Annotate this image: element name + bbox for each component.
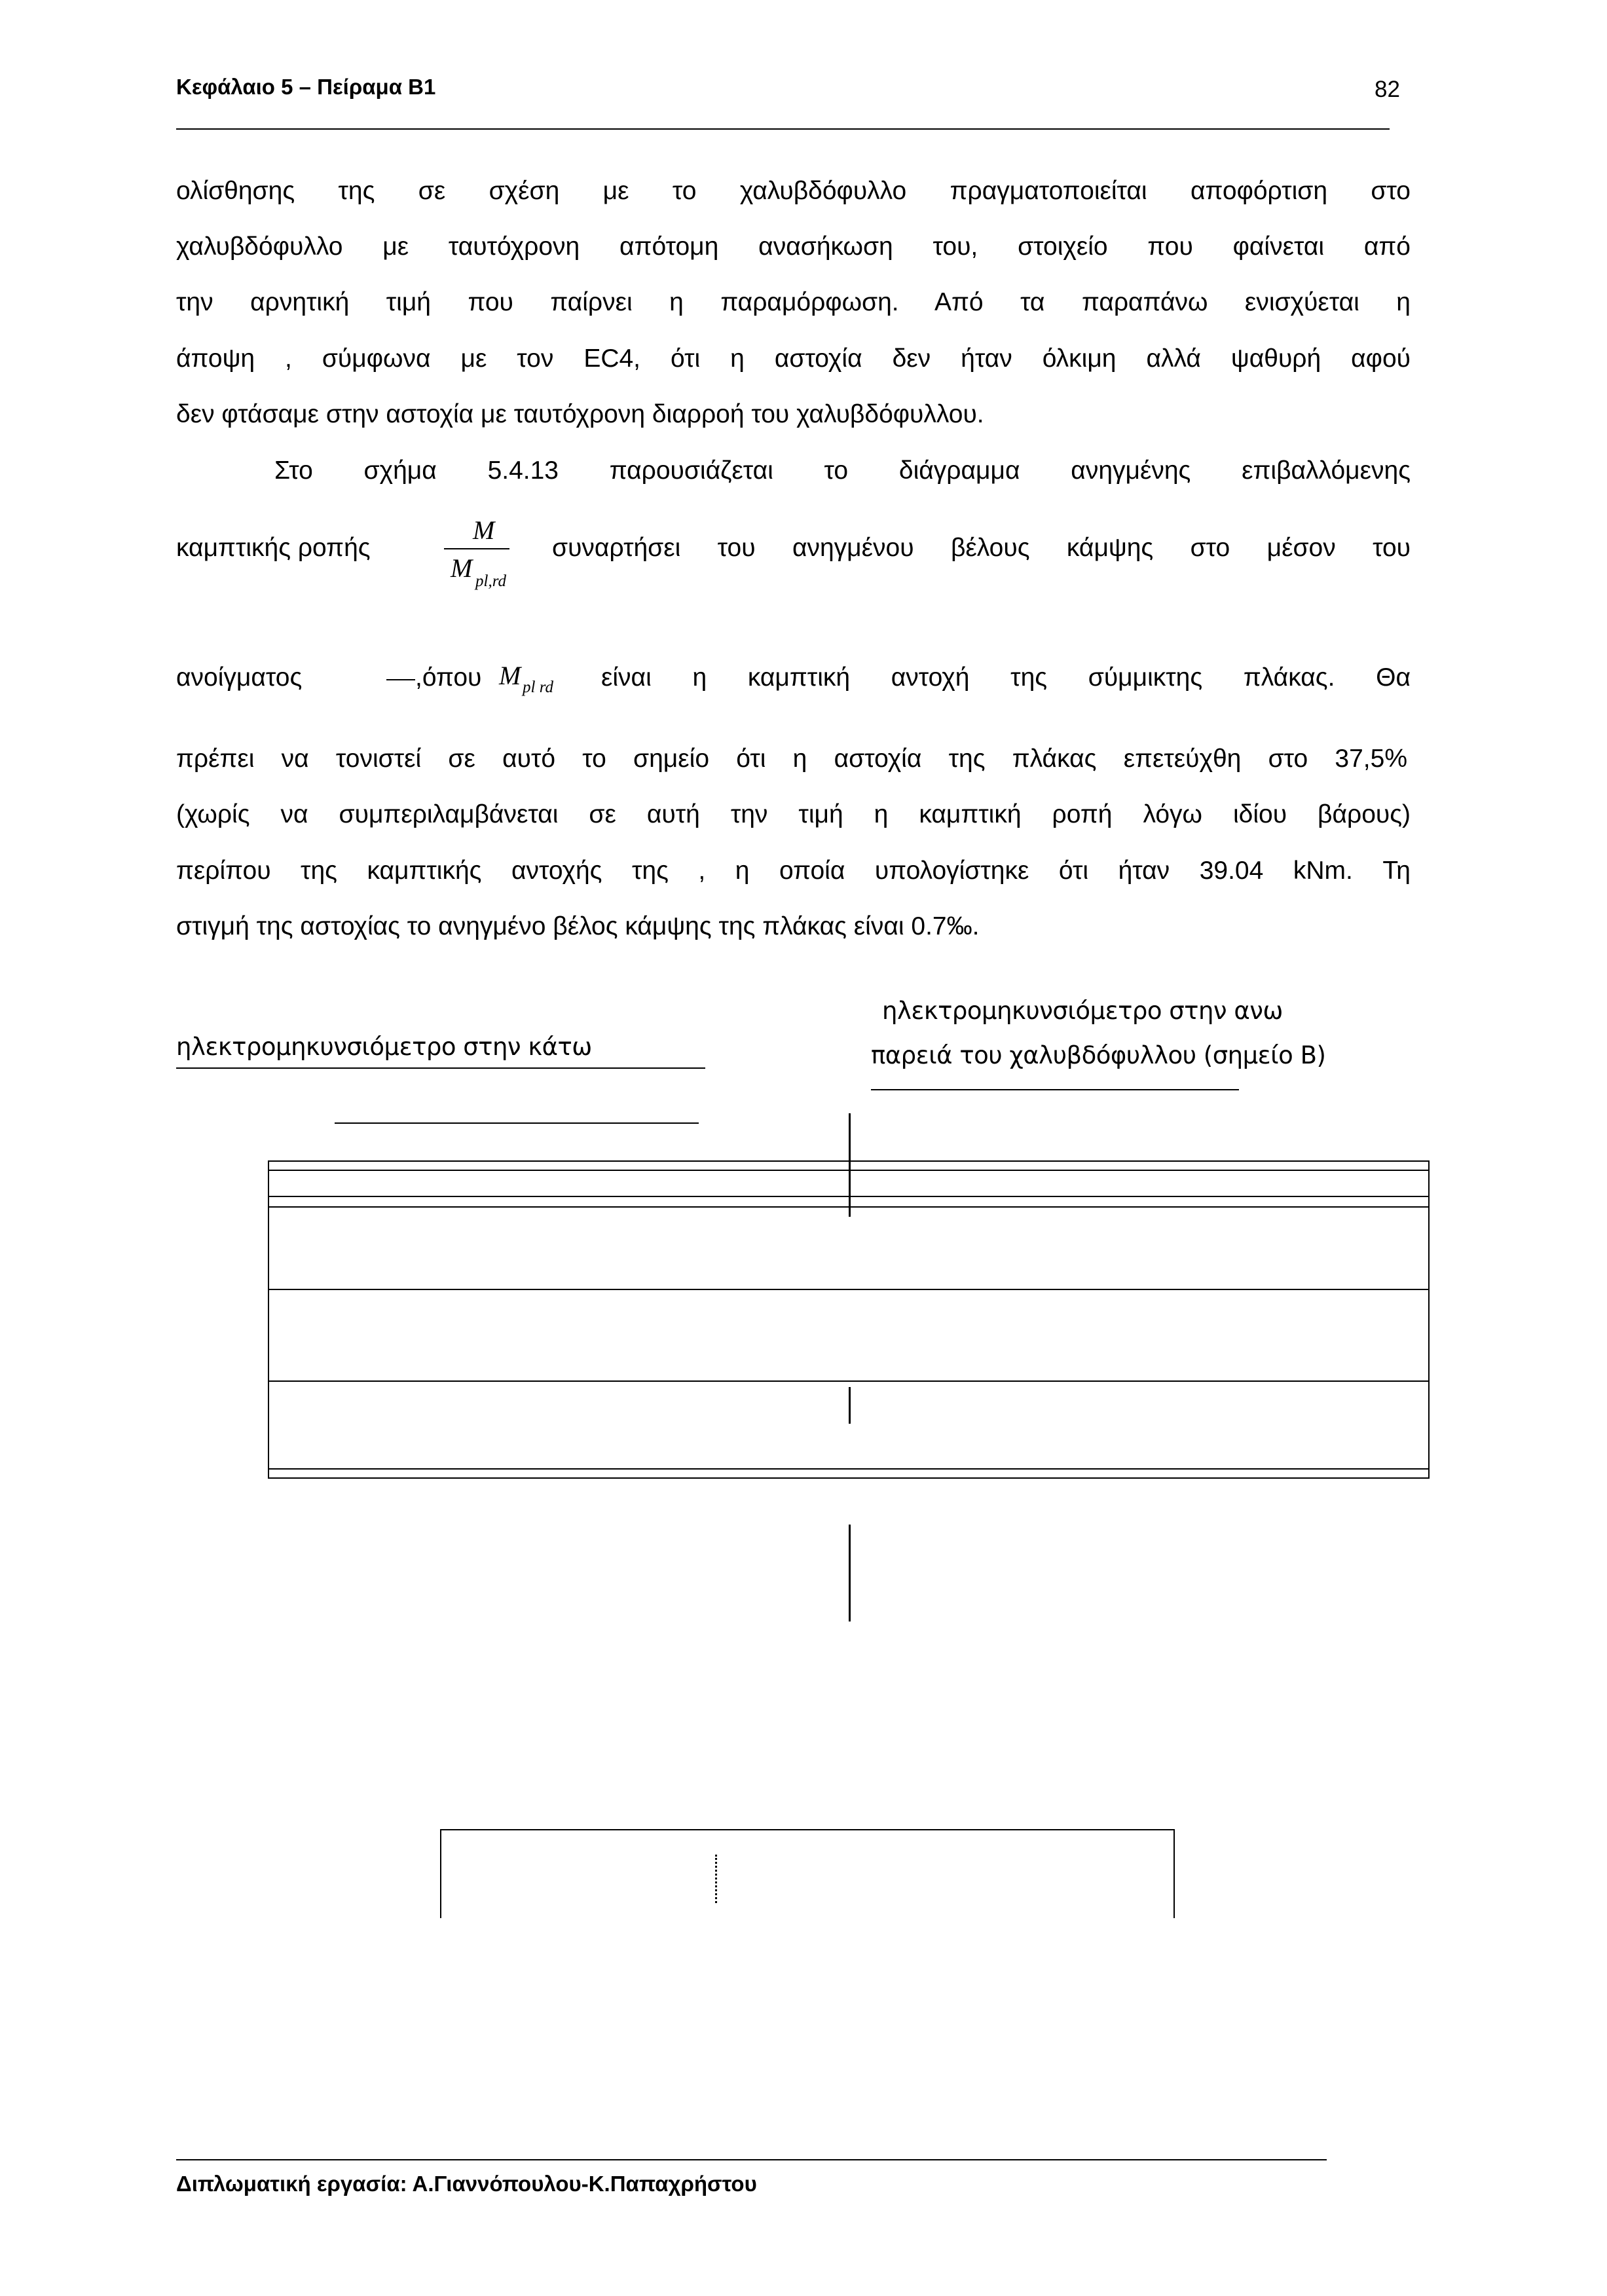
footer-text: Διπλωματική εργασία: Α.Γιαννόπουλου-Κ.Παπαχρήστου (176, 2172, 757, 2196)
slab-line (268, 1289, 1430, 1290)
para3-line-4: στιγμή της αστοχίας το ανηγμένο βέλος κάμψης της πλάκας είναι 0.7‰. (176, 912, 980, 940)
para2-line-1: Στο σχήμα 5.4.13 παρουσιάζεται το διάγραμμα ανηγμένης επιβαλλόμενης (274, 456, 1411, 485)
figure-slab-layers (268, 1160, 1430, 1479)
body-line-3: την αρνητική τιμή που παίρνει η παραμόρφωση. Από τα παραπάνω ενισχύεται η (176, 288, 1411, 316)
body-line-2: χαλυβδόφυλλο με ταυτόχρονη απότομη ανασήκωση του, στοιχείο που φαίνεται από (176, 232, 1411, 261)
figure-top-line (335, 1122, 699, 1124)
label-underline-left (176, 1067, 705, 1069)
label-underline-right (871, 1089, 1239, 1090)
slab-right-edge (1428, 1160, 1430, 1479)
inline-moment-subscript: pl rd (523, 678, 553, 696)
figure-label-top-gauge-line-2: παρειά του χαλυβδόφυλλου (σημείο Β) (871, 1041, 1326, 1069)
slab-line (268, 1206, 1430, 1208)
para2-line-3-where: ,όπου (415, 663, 482, 692)
para3-line-1: πρέπει να τονιστεί σε αυτό το σημείο ότι η αστοχία της πλάκας επετεύχθη στο 37,5% (176, 745, 1407, 773)
para2-line-3-start: ανοίγματος (176, 663, 303, 692)
para2-line-2-end: συναρτήσει του ανηγμένου βέλους κάμψης στο μέσον του (552, 534, 1411, 562)
body-line-5: δεν φτάσαμε στην αστοχία με ταυτόχρονη διαρροή του χαλυβδόφυλλου. (176, 400, 984, 428)
figure-lower-box (440, 1829, 1175, 1918)
para3-line-3: περίπου της καμπτικής αντοχής της , η οποία υπολογίστηκε ότι ήταν 39.04 kNm. Τη (176, 857, 1411, 885)
para2-line-2-start: καμπτικής ροπής (176, 534, 371, 562)
fraction-denominator-subscript: pl,rd (475, 572, 506, 590)
body-line-4: άποψη , σύμφωνα με τον EC4, ότι η αστοχία δεν ήταν όλκιμη αλλά ψαθυρή αφού (176, 344, 1411, 373)
figure-label-bottom-gauge: ηλεκτρομηκυνσιόμετρο στην κάτω (176, 1033, 592, 1061)
figure-center-axis-lower (849, 1525, 851, 1621)
body-line-1: ολίσθησης της σε σχέση με το χαλυβδόφυλλο πραγματοποιείται αποφόρτιση στο (176, 177, 1411, 205)
fraction-denominator: M (451, 553, 473, 583)
slab-line (268, 1170, 1430, 1171)
fraction-numerator: M (473, 515, 495, 545)
figure-label-top-gauge-line-1: ηλεκτρομηκυνσιόμετρο στην ανω (882, 997, 1283, 1025)
slab-line (268, 1468, 1430, 1470)
slab-line (268, 1160, 1430, 1162)
slab-line (268, 1477, 1430, 1479)
para2-line-3-end: είναι η καμπτική αντοχή της σύμμικτης πλάκας. Θα (601, 663, 1411, 692)
figure-dotted-mark (715, 1855, 717, 1903)
slab-left-edge (268, 1160, 269, 1479)
fraction-bar (444, 548, 509, 549)
moment-ratio-fraction (443, 511, 541, 602)
header-rule (176, 128, 1390, 130)
slab-line (268, 1196, 1430, 1197)
para3-line-2: (χωρίς να συμπεριλαμβάνεται σε αυτή την τιμή η καμπτική ροπή λόγω ιδίου βάρους) (176, 800, 1411, 828)
slab-line (268, 1380, 1430, 1382)
blank-dash (386, 679, 415, 680)
inline-moment-symbol: M (499, 661, 521, 690)
running-header-chapter: Κεφάλαιο 5 – Πείραμα Β1 (176, 75, 436, 99)
footer-rule (176, 2159, 1327, 2160)
page-number: 82 (1375, 77, 1400, 102)
